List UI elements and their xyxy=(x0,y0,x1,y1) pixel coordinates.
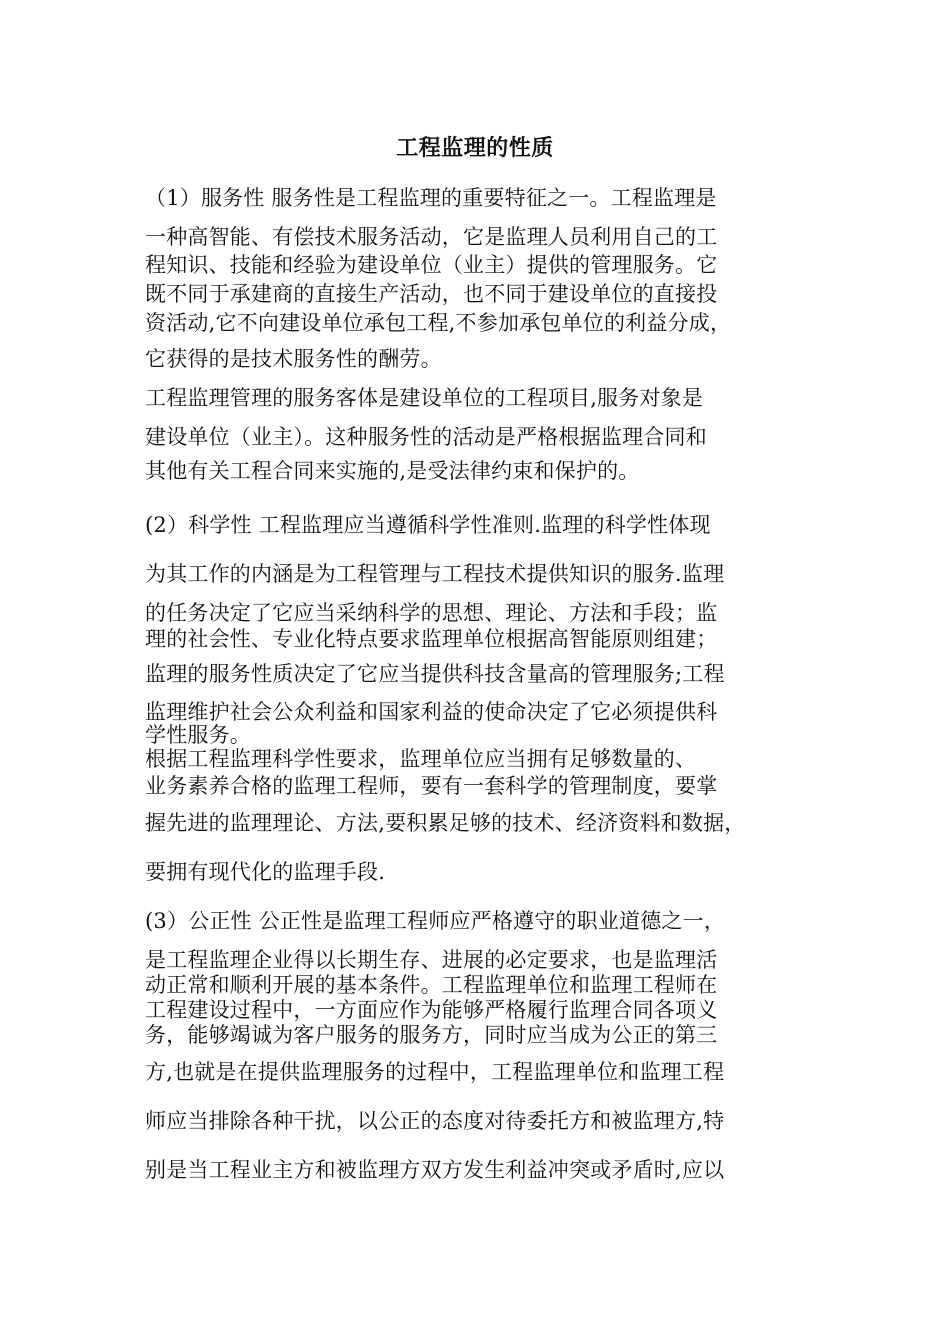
text-line: 动正常和顺利开展的基本条件。工程监理单位和监理工程师在 xyxy=(145,973,718,997)
text-line: 握先进的监理理论、方法,要积累足够的技术、经济资料和数据， xyxy=(145,811,746,835)
document-title: 工程监理的性质 xyxy=(396,135,554,161)
text-line: 工程监理管理的服务客体是建设单位的工程项目,服务对象是 xyxy=(145,386,704,410)
text-line: 既不同于承建商的直接生产活动，也不同于建设单位的直接投 xyxy=(145,282,718,306)
text-line: 务，能够竭诚为客户服务的服务方，同时应当成为公正的第三 xyxy=(145,1023,718,1047)
text-line: 监理的服务性质决定了它应当提供科技含量高的管理服务;工程 xyxy=(145,662,725,686)
text-line: 建设单位（业主）。这种服务性的活动是严格根据监理合同和 xyxy=(145,425,707,449)
text-line: 一种高智能、有偿技术服务活动，它是监理人员利用自己的工 xyxy=(145,225,718,249)
text-line: 别是当工程业主方和被监理方双方发生利益冲突或矛盾时,应以 xyxy=(145,1158,725,1182)
text-line: (3）公正性 公正性是监理工程师应严格遵守的职业道德之一， xyxy=(145,909,726,933)
text-line: 学性服务。 xyxy=(145,723,251,747)
text-line: 业务素养合格的监理工程师，要有一套科学的管理制度，要掌 xyxy=(145,774,718,798)
text-line: 工程建设过程中，一方面应作为能够严格履行监理合同各项义 xyxy=(145,998,718,1022)
text-line: （1）服务性 服务性是工程监理的重要特征之一。工程监理是 xyxy=(145,186,717,210)
text-line: 为其工作的内涵是为工程管理与工程技术提供知识的服务.监理 xyxy=(145,562,725,586)
text-line: 的任务决定了它应当采纳科学的思想、理论、方法和手段；监 xyxy=(145,601,718,625)
text-line: 是工程监理企业得以长期生存、进展的必定要求，也是监理活 xyxy=(145,948,718,972)
text-line: 理的社会性、专业化特点要求监理单位根据高智能原则组建； xyxy=(145,627,718,651)
text-line: 根据工程监理科学性要求，监理单位应当拥有足够数量的、 xyxy=(145,747,697,771)
text-line: 其他有关工程合同来实施的,是受法律约束和保护的。 xyxy=(145,459,640,483)
text-line: 它获得的是技术服务性的酬劳。 xyxy=(145,347,442,371)
text-line: 方,也就是在提供监理服务的过程中，工程监理单位和监理工程 xyxy=(145,1060,725,1084)
text-line: 程知识、技能和经验为建设单位（业主）提供的管理服务。它 xyxy=(145,253,718,277)
text-line: 要拥有现代化的监理手段. xyxy=(145,860,386,884)
text-line: 师应当排除各种干扰，以公正的态度对待委托方和被监理方,特 xyxy=(145,1109,725,1133)
text-line: 监理维护社会公众利益和国家利益的使命决定了它必须提供科 xyxy=(145,700,718,724)
text-line: 资活动,它不向建设单位承包工程,不参加承包单位的利益分成， xyxy=(145,311,732,335)
text-line: (2）科学性 工程监理应当遵循科学性准则.监理的科学性体现 xyxy=(145,513,711,537)
